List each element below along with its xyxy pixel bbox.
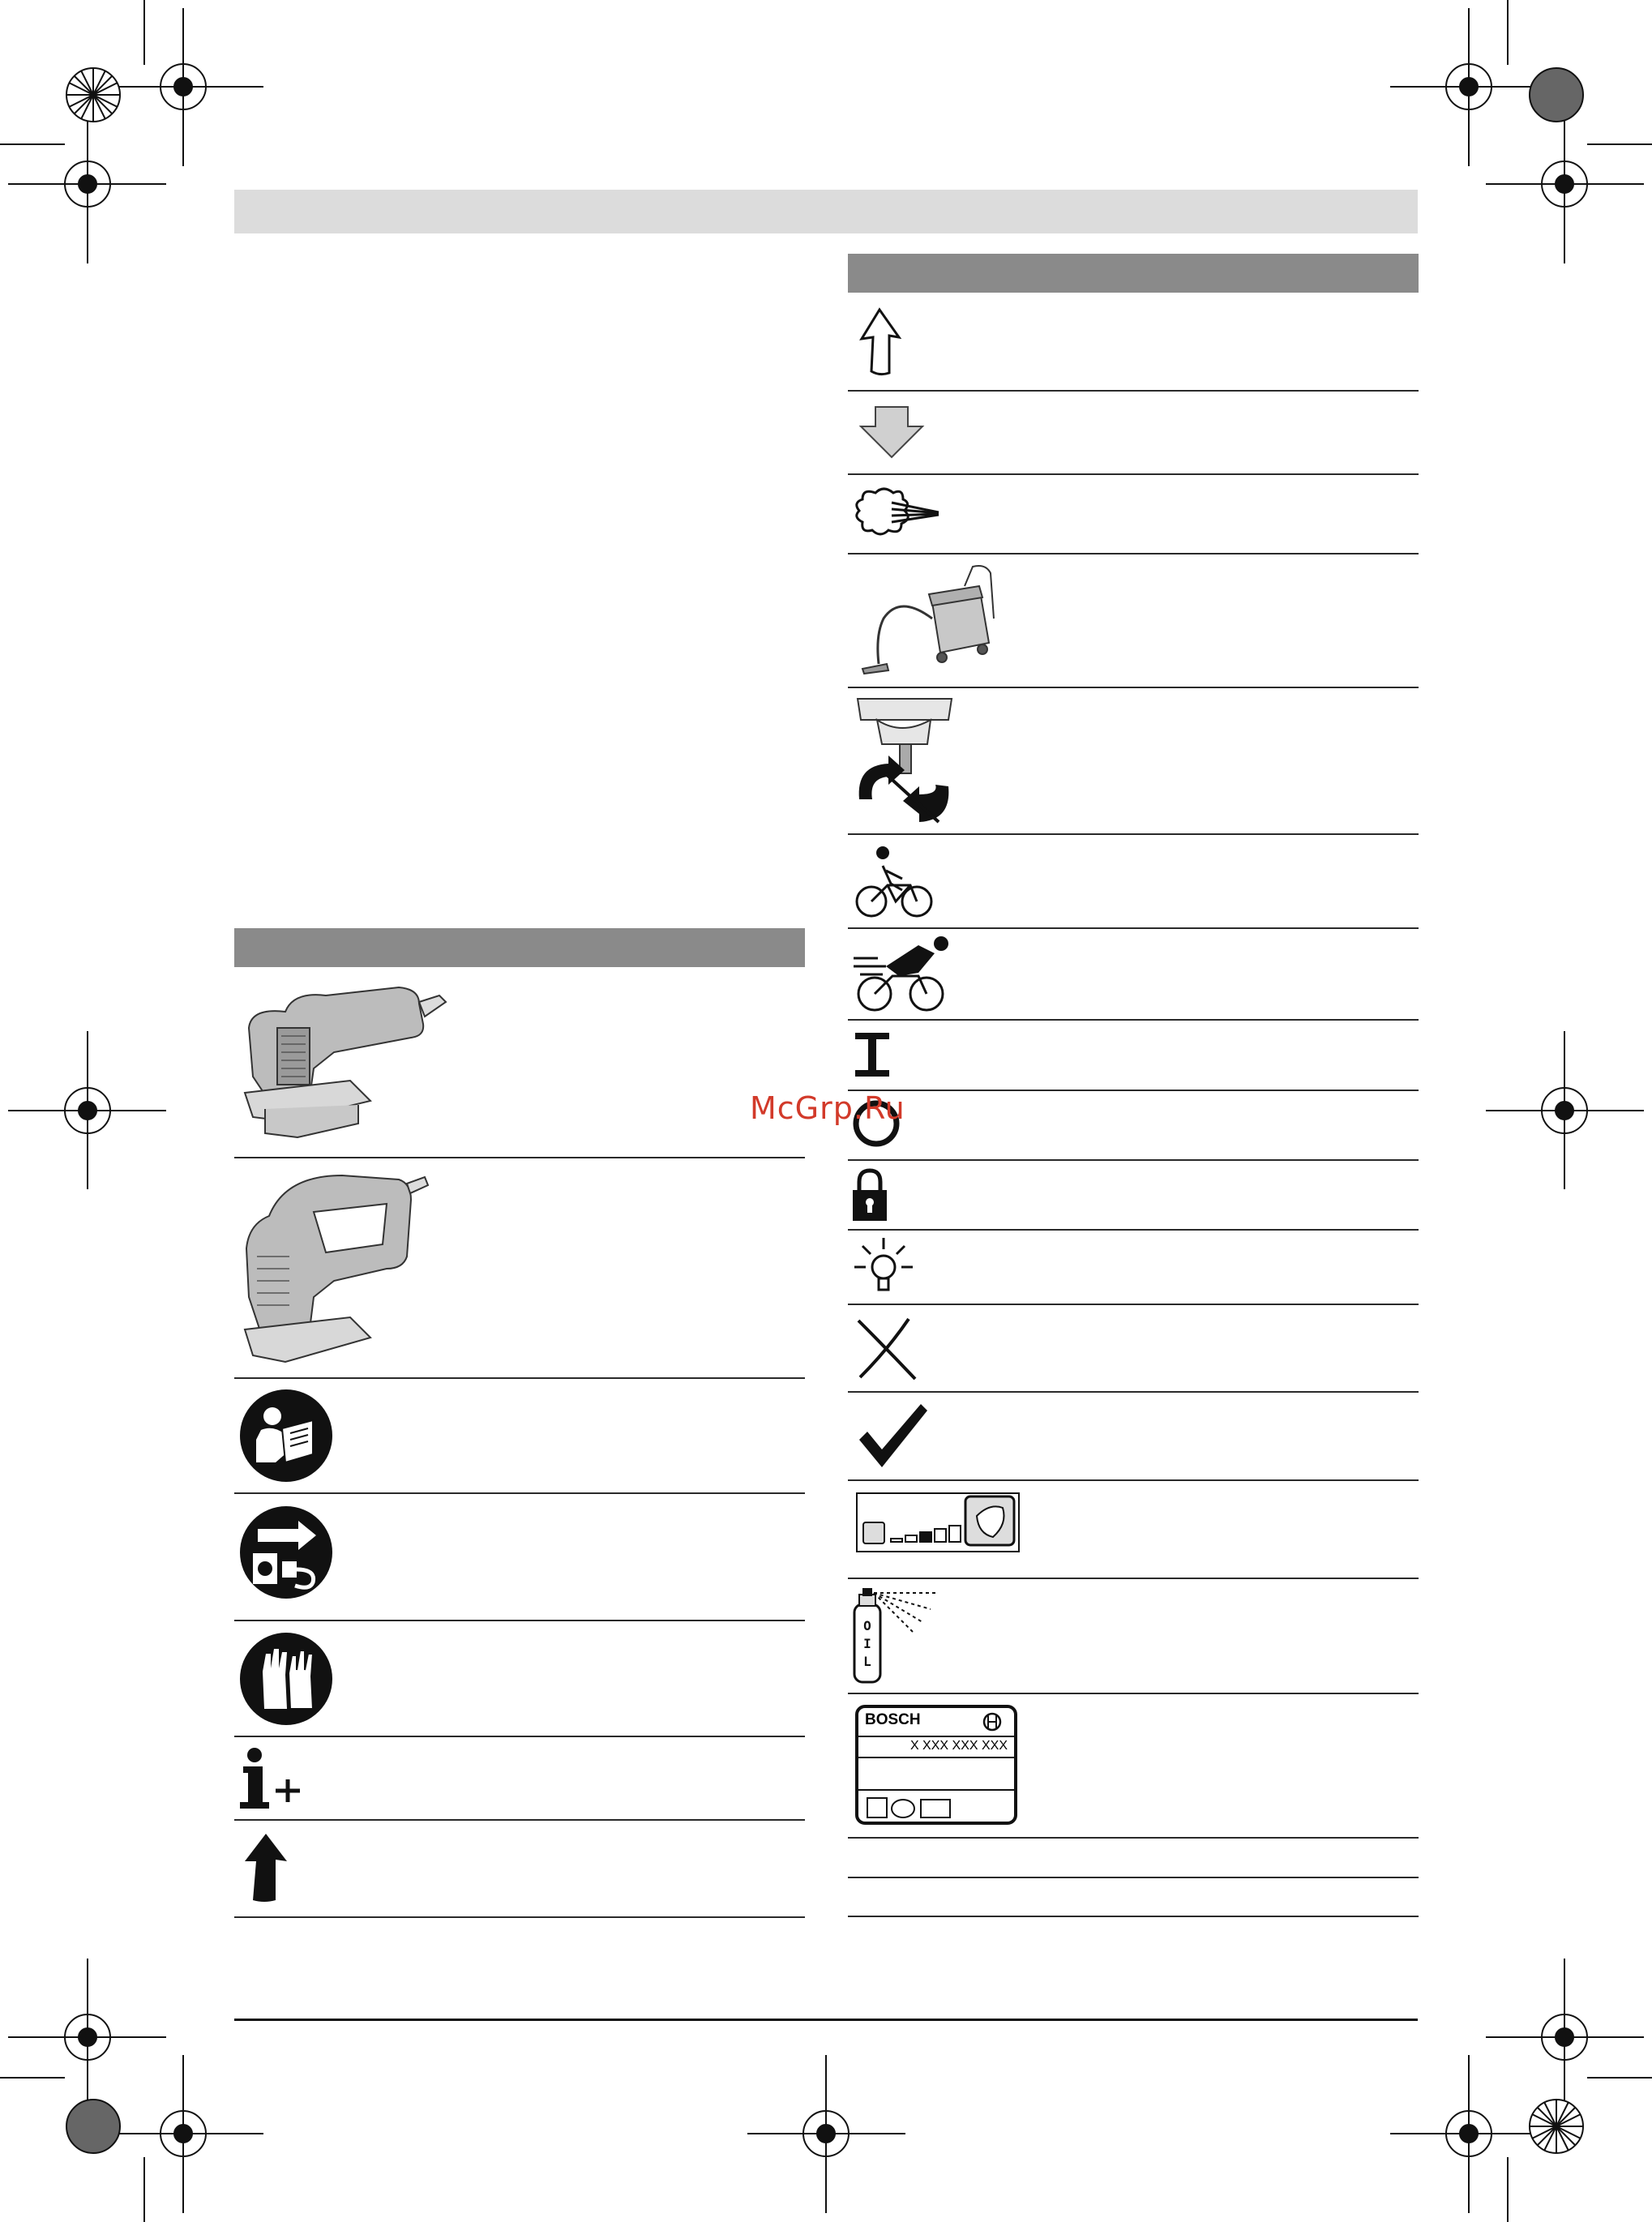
nameplate-number: X XXX XXX XXX bbox=[909, 1739, 1008, 1753]
nameplate-image bbox=[855, 1705, 1017, 1825]
accessory-change-icon bbox=[853, 696, 958, 825]
nameplate-circle bbox=[891, 1799, 915, 1818]
svg-text:O: O bbox=[863, 1618, 871, 1633]
nameplate-rect bbox=[920, 1799, 951, 1818]
correct-icon bbox=[856, 1402, 929, 1471]
right-row-divider bbox=[848, 927, 1419, 929]
jigsaw-bow-handle-image bbox=[237, 1167, 431, 1370]
right-row-divider bbox=[848, 1391, 1419, 1393]
right-row-divider bbox=[848, 1229, 1419, 1231]
right-row-divider bbox=[848, 1837, 1419, 1839]
left-row-divider bbox=[234, 1819, 805, 1821]
dust-extractor-image bbox=[851, 562, 997, 675]
low-speed-icon bbox=[854, 843, 935, 920]
left-row-divider bbox=[234, 1736, 805, 1737]
right-row-divider bbox=[848, 1877, 1419, 1878]
bosch-armature-icon bbox=[982, 1711, 1003, 1732]
right-row-divider bbox=[848, 1304, 1419, 1305]
noise-emission-icon bbox=[851, 485, 940, 542]
read-manual-icon bbox=[238, 1388, 334, 1483]
right-row-divider bbox=[848, 1916, 1419, 1917]
unplug-before-work-icon bbox=[238, 1505, 334, 1600]
right-row-divider bbox=[848, 1578, 1419, 1579]
movement-arrow-outline-icon bbox=[855, 306, 904, 379]
nameplate-rule bbox=[858, 1736, 1014, 1737]
lamp-icon bbox=[851, 1235, 916, 1299]
right-table-header bbox=[848, 254, 1419, 293]
right-row-divider bbox=[848, 473, 1419, 475]
svg-text:I: I bbox=[863, 1636, 871, 1651]
right-row-divider bbox=[848, 1693, 1419, 1694]
right-row-divider bbox=[848, 1090, 1419, 1091]
watermark: McGrp.Ru bbox=[750, 1090, 905, 1126]
header-band bbox=[234, 190, 1418, 233]
right-row-divider bbox=[848, 1019, 1419, 1021]
wrong-icon bbox=[855, 1317, 918, 1382]
additional-info-icon bbox=[238, 1747, 303, 1812]
svg-text:L: L bbox=[863, 1654, 871, 1669]
right-row-divider bbox=[848, 687, 1419, 688]
right-row-divider bbox=[848, 390, 1419, 392]
nameplate-brand: BOSCH bbox=[865, 1711, 921, 1728]
footer-rule bbox=[234, 2019, 1418, 2021]
left-table-header bbox=[234, 928, 805, 967]
nameplate-rule bbox=[858, 1757, 1014, 1758]
left-row-divider bbox=[234, 1916, 805, 1918]
right-row-divider bbox=[848, 833, 1419, 835]
right-row-divider bbox=[848, 1479, 1419, 1481]
high-speed-icon bbox=[854, 934, 959, 1015]
nameplate-square bbox=[867, 1797, 888, 1818]
nameplate-rule bbox=[858, 1789, 1014, 1791]
oil-spray-icon bbox=[850, 1585, 939, 1686]
switch-on-icon bbox=[852, 1030, 892, 1080]
left-row-divider bbox=[234, 1492, 805, 1494]
left-row-divider bbox=[234, 1620, 805, 1621]
reaction-arrow-icon bbox=[858, 404, 926, 460]
left-row-divider bbox=[234, 1377, 805, 1379]
right-row-divider bbox=[848, 553, 1419, 554]
action-arrow-icon bbox=[240, 1832, 297, 1905]
lock-icon bbox=[851, 1167, 888, 1222]
left-row-divider bbox=[234, 1157, 805, 1158]
wear-gloves-icon bbox=[238, 1631, 334, 1727]
pendulum-level-icon bbox=[855, 1492, 1021, 1553]
jigsaw-handle-type-image bbox=[237, 979, 447, 1150]
right-row-divider bbox=[848, 1159, 1419, 1161]
